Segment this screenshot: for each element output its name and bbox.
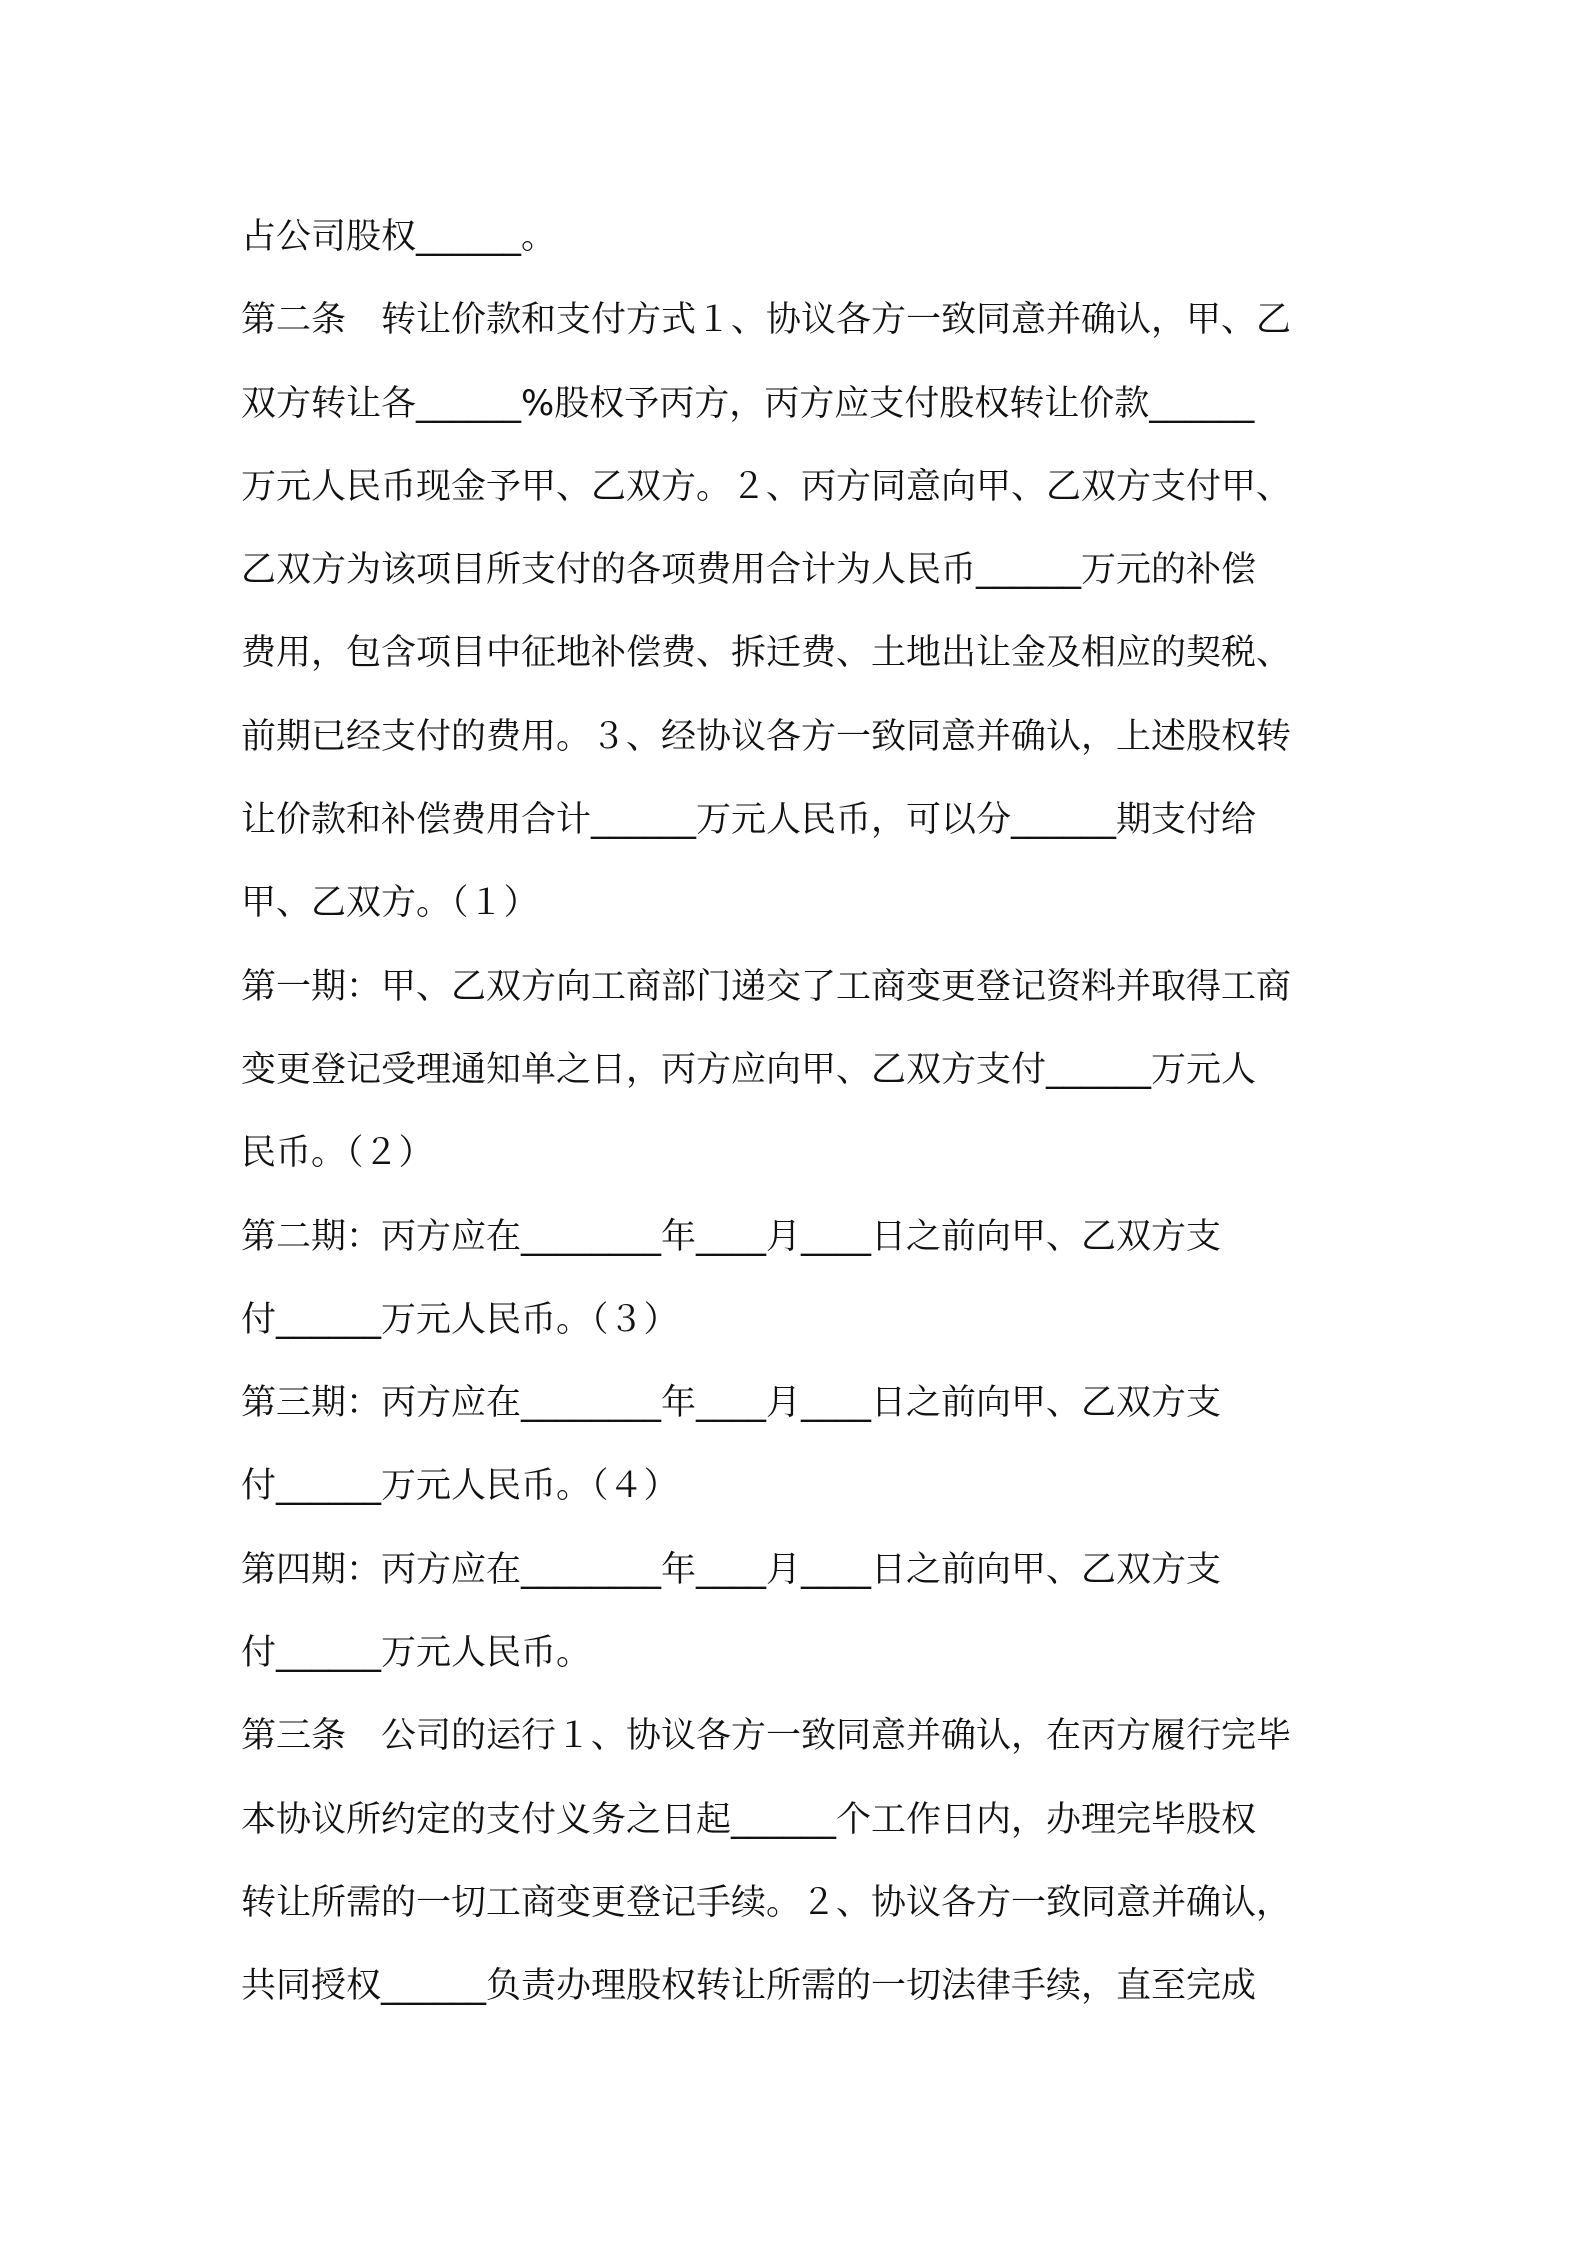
text-line: 变更登记受理通知单之日，丙方应向甲、乙双方支付______万元人 (241, 1049, 1257, 1090)
text-line: 共同授权______负责办理股权转让所需的一切法律手续，直至完成 (241, 1966, 1257, 2007)
text-line: 万元人民币现金予甲、乙双方。２、丙方同意向甲、乙双方支付甲、 (241, 466, 1292, 507)
text-line: 前期已经支付的费用。３、经协议各方一致同意并确认，上述股权转 (241, 716, 1292, 757)
text-line: 第二条 转让价款和支付方式１、协议各方一致同意并确认，甲、乙 (241, 300, 1292, 341)
text-line: 让价款和补偿费用合计______万元人民币，可以分______期支付给 (241, 800, 1257, 841)
text-line: 付______万元人民币。（３） (241, 1299, 679, 1340)
text-line: 第三条 公司的运行１、协议各方一致同意并确认，在丙方履行完毕 (241, 1716, 1292, 1757)
text-line: 转让所需的一切工商变更登记手续。２、协议各方一致同意并确认， (241, 1882, 1292, 1923)
text-line: 付______万元人民币。（４） (241, 1466, 679, 1507)
text-line: 甲、乙双方。（１） (241, 883, 539, 924)
text-line: 第二期：丙方应在________年____月____日之前向甲、乙双方支 (241, 1216, 1222, 1257)
text-line: 占公司股权______。 (241, 217, 557, 257)
text-line: 民币。（２） (241, 1133, 434, 1174)
text-line: 本协议所约定的支付义务之日起______个工作日内，办理完毕股权 (241, 1799, 1257, 1840)
text-line: 第四期：丙方应在________年____月____日之前向甲、乙双方支 (241, 1549, 1222, 1590)
text-line: 双方转让各______%股权予丙方，丙方应支付股权转让价款______ (241, 383, 1255, 424)
text-line: 付______万元人民币。 (241, 1633, 592, 1674)
text-line: 第三期：丙方应在________年____月____日之前向甲、乙双方支 (241, 1383, 1222, 1424)
text-line: 乙双方为该项目所支付的各项费用合计为人民币______万元的补偿 (241, 550, 1257, 591)
text-line: 第一期：甲、乙双方向工商部门递交了工商变更登记资料并取得工商 (241, 966, 1292, 1007)
contract-text (241, 196, 1351, 2029)
text-line: 费用，包含项目中征地补偿费、拆迁费、土地出让金及相应的契税、 (241, 633, 1292, 674)
